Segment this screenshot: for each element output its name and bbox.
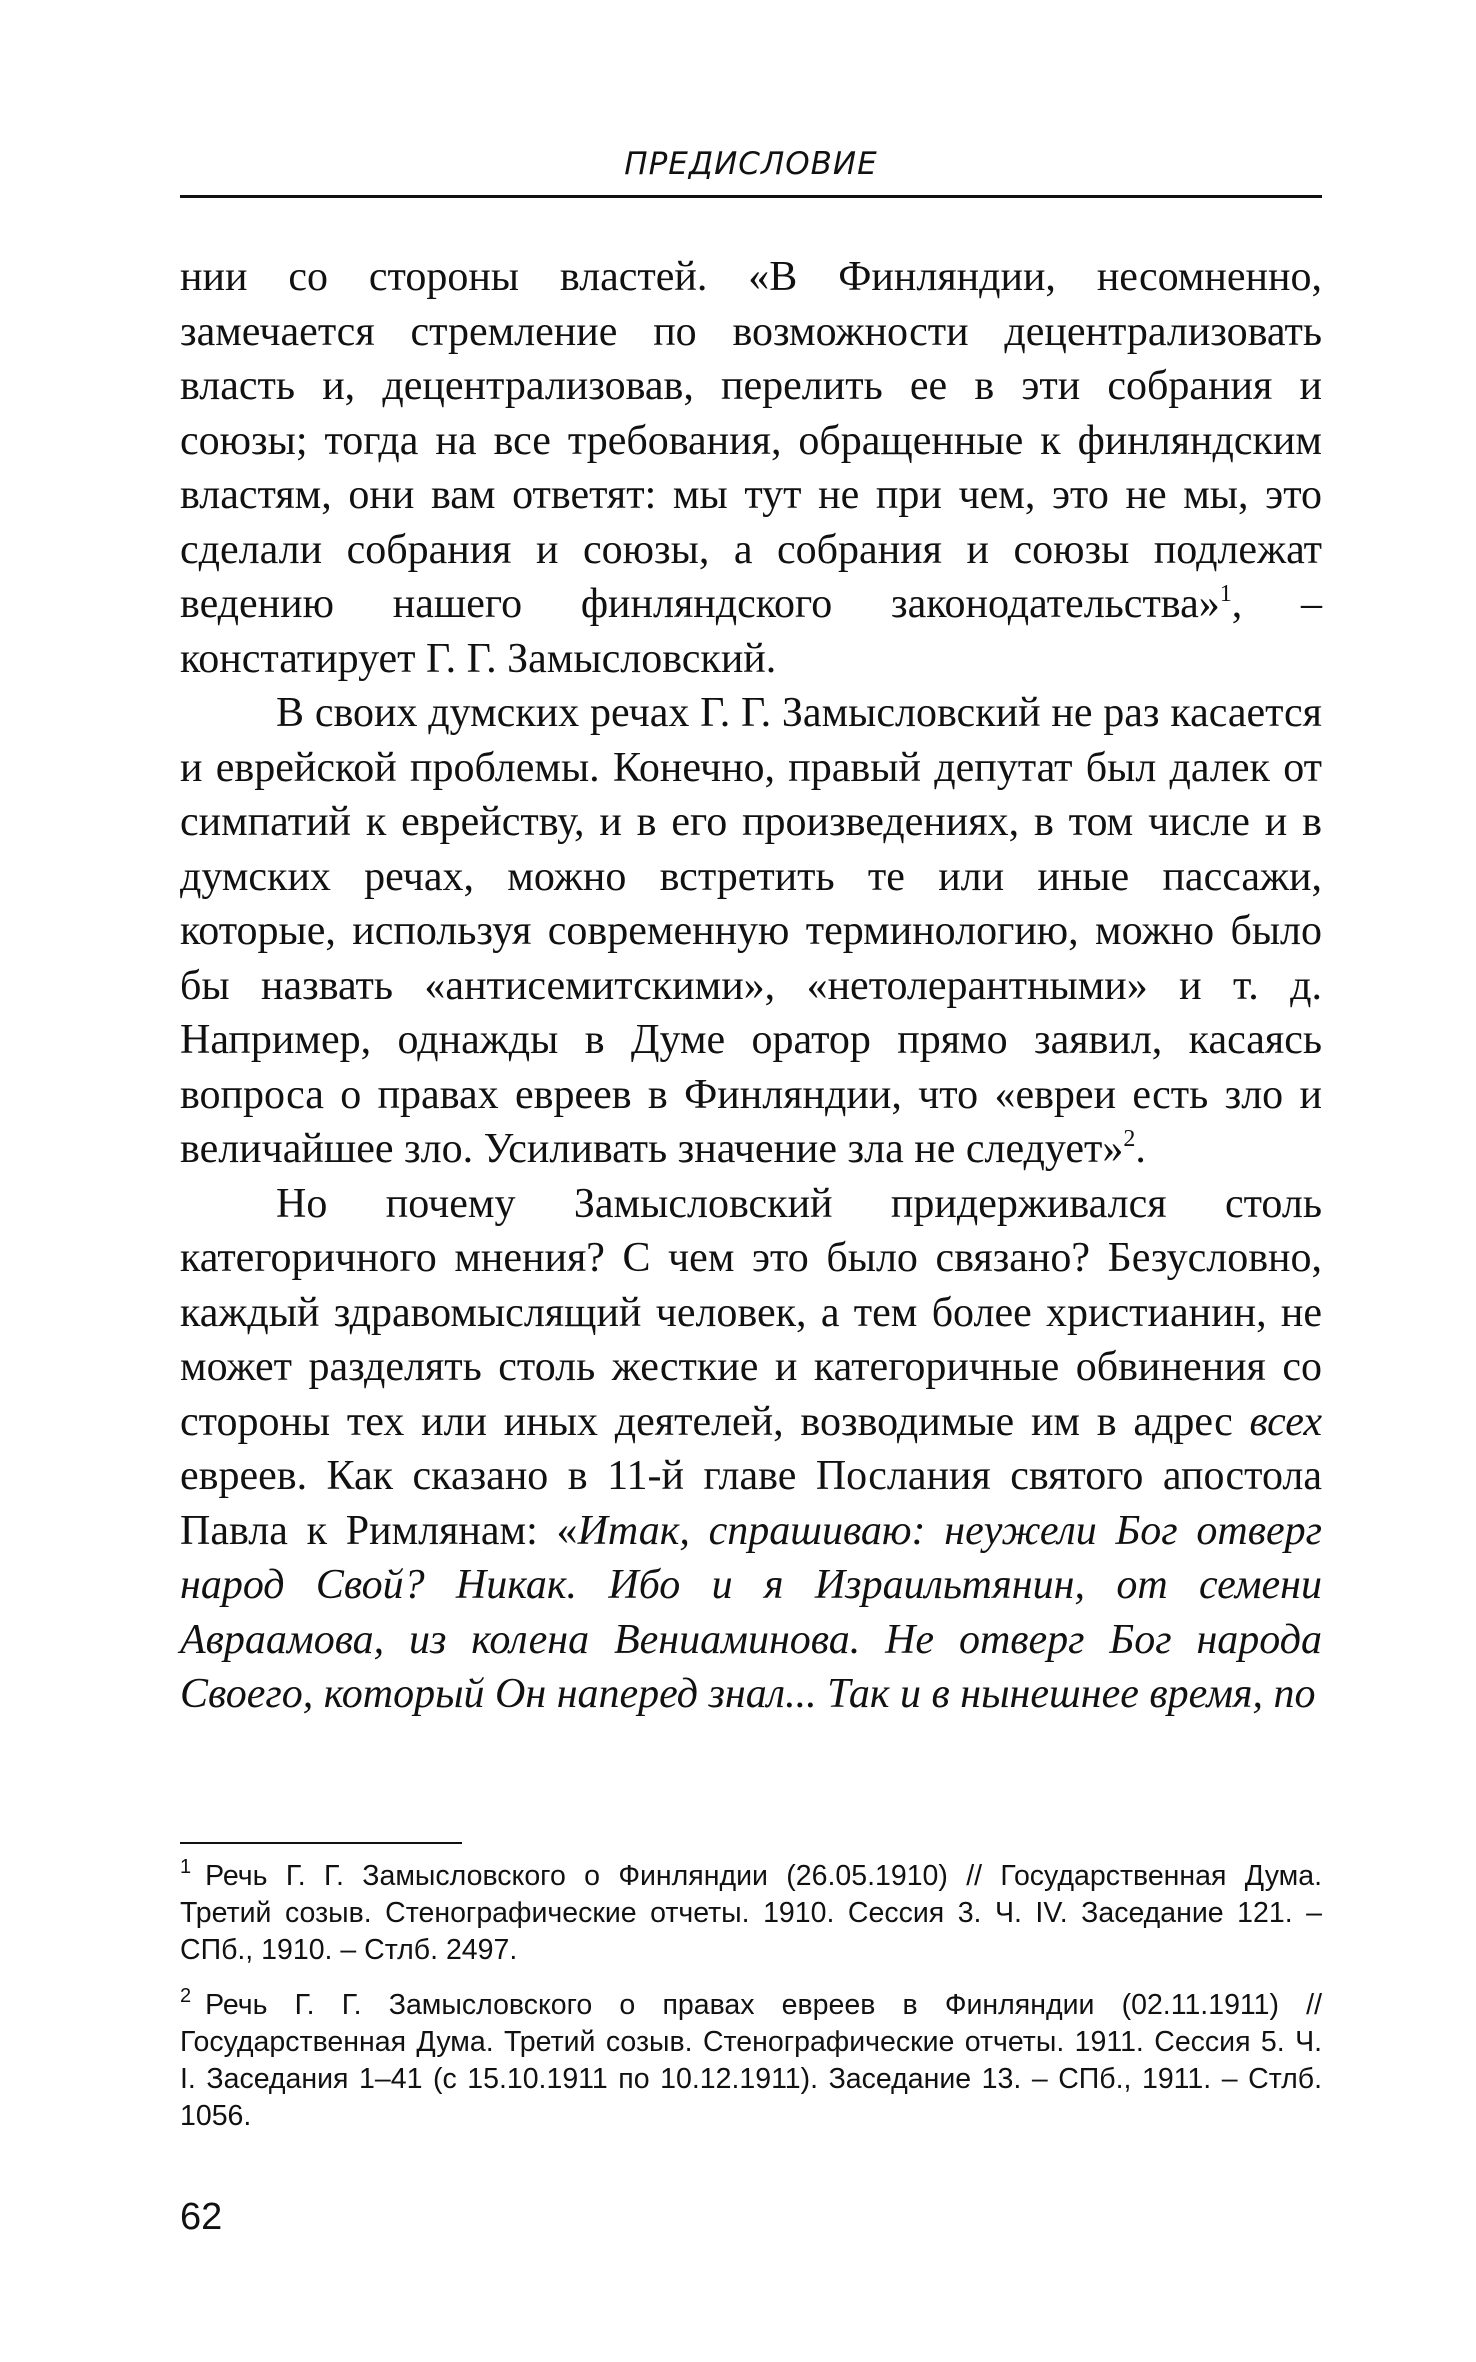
footnote-rule [180, 1842, 462, 1844]
paragraph-text: Но почему Замысловский придерживался столь категоричного мнения? С чем это было связано? Безусловно, каждый здравомыслящий человек, а тем более христианин, не может разделять столь жесткие и категоричные обвинения со стороны тех или иных деятелей, возводимые им в адрес [180, 1180, 1322, 1445]
footnotes [180, 1858, 1322, 2153]
paragraph-1 [180, 250, 1322, 686]
emphasis-word: всех [1249, 1398, 1322, 1445]
scripture-quote: Итак, спрашиваю: неужели Бог отверг народ Свой? Никак. Ибо и я Израильтянин, от семени Авраамова, из колена Вениаминова. Не отверг Бог народа Своего, который Он наперед знал... Так и в нынешнее время, по [180, 1507, 1323, 1717]
paragraph-text: . [1135, 1126, 1146, 1172]
paragraph-text: нии со стороны властей. «В Финляндии, несомненно, замечается стремление по возможности децентрализовать власть и, децентрализовав, перелить ее в эти собрания и союзы; тогда на все требования, обращенные к финляндским властям, они вам ответят: мы тут не при чем, это не мы, это сделали собрания и союзы, а собрания и союзы подлежат ведению нашего финляндского законодательства» [180, 254, 1322, 627]
footnote-text: Речь Г. Г. Замысловского о Финляндии (26.05.1910) // Государственная Дума. Третий созыв. Стенографические отчеты. 1910. Сессия 3. Ч. IV. Заседание 121. – СПб., 1910. – Стлб. 2497. [180, 1860, 1322, 1966]
header-rule [180, 195, 1322, 198]
footnote-text: Речь Г. Г. Замысловского о правах евреев в Финляндии (02.11.1911) // Государственная Дума. Третий созыв. Стенографические отчеты. 1911. Сессия 5. Ч. I. Заседания 1–41 (с 15.10.1911 по 10.12.1911). Заседание 13. – СПб., 1911. – Стлб. 1056. [180, 1989, 1322, 2132]
footnote-2 [180, 1987, 1322, 2135]
page-number: 62 [180, 2196, 223, 2238]
footnote-ref-2: 2 [1123, 1126, 1136, 1152]
paragraph-text: евреев. Как сказано в 11-й главе Послания святого апостола Павла к Римлянам: « [180, 1453, 1322, 1554]
footnote-ref-1: 1 [1219, 581, 1232, 607]
running-head: ПРЕДИСЛОВИЕ [624, 146, 878, 182]
footnote-1 [180, 1858, 1322, 1969]
book-page [180, 0, 1322, 2362]
footnote-mark: 2 [180, 1985, 192, 2007]
main-text [180, 250, 1322, 1722]
paragraph-text: В своих думских речах Г. Г. Замысловский не раз касается и еврейской проблемы. Конечно, правый депутат был далек от симпатий к еврейству, и в его произведениях, в том числе и в думских речах, можно встретить те или иные пассажи, которые, используя современную терминологию, можно было бы назвать «антисемитскими», «нетолерантными» и т. д. Например, однажды в Думе оратор прямо заявил, касаясь вопроса о правах евреев в Финляндии, что «евреи есть зло и величайшее зло. Усиливать значение зла не следует» [180, 690, 1322, 1172]
paragraph-3 [180, 1177, 1322, 1722]
paragraph-2 [180, 686, 1322, 1177]
paragraph-text: , – констатирует Г. Г. Замысловский. [180, 581, 1323, 682]
footnote-mark: 1 [180, 1856, 192, 1878]
